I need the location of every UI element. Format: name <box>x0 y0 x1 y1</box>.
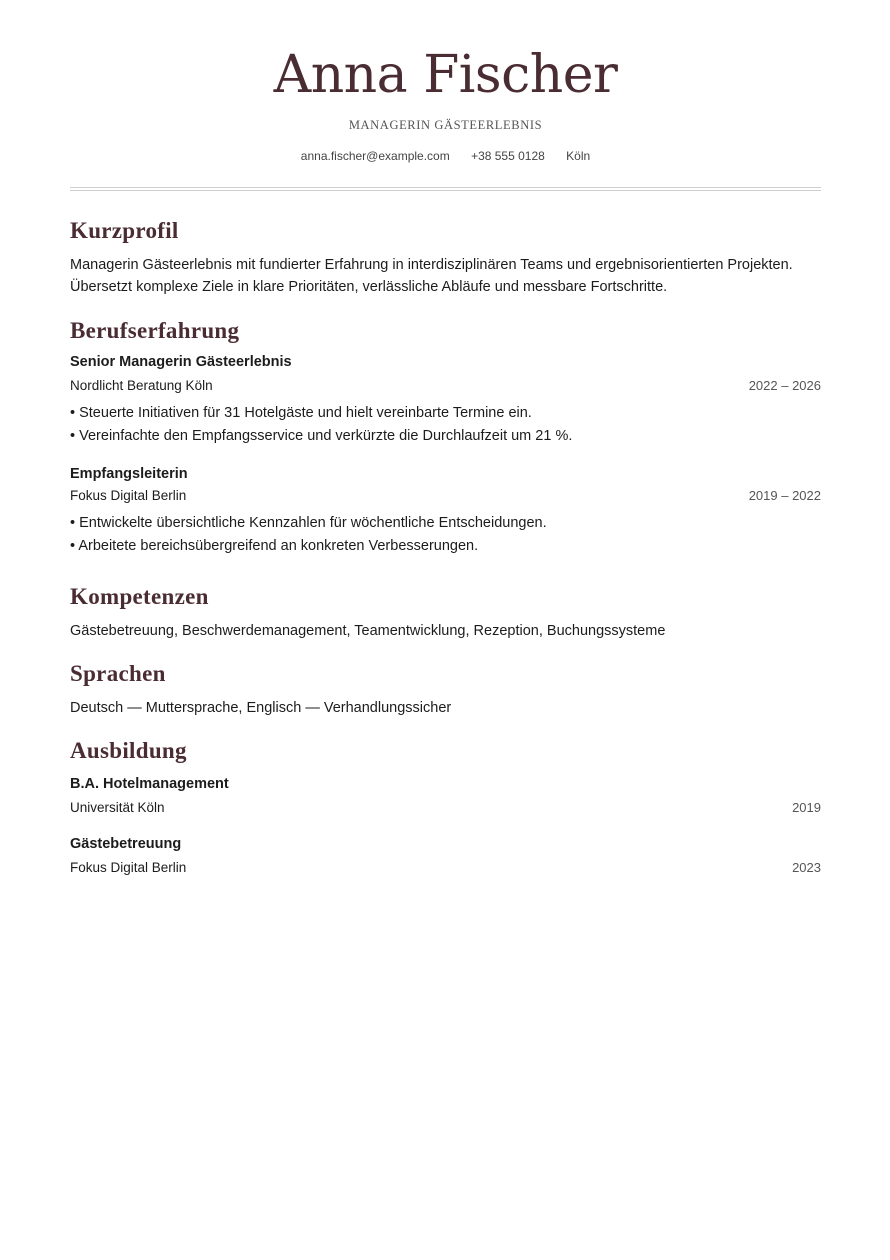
job-bullet: • Vereinfachte den Empfangsservice und verkürzte die Durchlaufzeit um 21 %. <box>70 425 821 448</box>
profile-section <box>70 218 821 298</box>
education-entry <box>70 834 821 878</box>
resume-page <box>70 0 821 875</box>
candidate-name: Anna Fischer <box>273 45 618 105</box>
job-bullet: • Arbeitete bereichsübergreifend an konkreten Verbesserungen. <box>70 535 821 558</box>
job-dates: 2022 – 2026 <box>748 378 821 393</box>
job-entry <box>70 352 821 448</box>
education-section <box>70 738 821 878</box>
experience-section <box>70 318 821 558</box>
languages-section <box>70 661 821 719</box>
job-org: Fokus Digital Berlin <box>70 488 187 503</box>
job-bullet: • Steuerte Initiativen für 31 Hotelgäste und hielt vereinbarte Termine ein. <box>70 402 821 425</box>
candidate-title: MANAGERIN GÄSTEERLEBNIS <box>348 118 543 132</box>
job-bullets <box>70 512 821 558</box>
degree-title: Gästebetreuung <box>70 836 182 852</box>
job-dates: 2019 – 2022 <box>748 488 821 503</box>
job-bullets <box>70 402 821 448</box>
experience-heading: Berufserfahrung <box>70 318 240 343</box>
skills-heading: Kompetenzen <box>70 584 209 609</box>
institution: Universität Köln <box>70 800 165 815</box>
skills-text: Gästebetreuung, Beschwerdemanagement, Teamentwicklung, Rezeption, Buchungssysteme <box>70 623 666 639</box>
contact-line <box>70 149 821 163</box>
contact-phone[interactable]: +38 555 0128 <box>471 149 545 163</box>
job-entry <box>70 464 821 558</box>
languages-text: Deutsch — Muttersprache, Englisch — Verhandlungssicher <box>70 700 452 716</box>
education-year: 2023 <box>792 860 821 875</box>
job-title: Senior Managerin Gästeerlebnis <box>70 354 292 370</box>
languages-heading: Sprachen <box>70 661 166 686</box>
degree-title: B.A. Hotelmanagement <box>70 776 229 792</box>
institution: Fokus Digital Berlin <box>70 860 187 875</box>
education-heading: Ausbildung <box>70 738 187 763</box>
header-divider <box>70 187 821 191</box>
education-year: 2019 <box>792 800 821 815</box>
profile-heading: Kurzprofil <box>70 218 179 243</box>
skills-section <box>70 584 821 642</box>
job-org: Nordlicht Beratung Köln <box>70 378 213 393</box>
profile-text: Managerin Gästeerlebnis mit fundierter Erfahrung in interdisziplinären Teams und ergebnisorientierten Projekten. Übersetzt komplexe Ziele in klare Prioritäten, verlässliche Abläufe und messbare Fortschritte. <box>70 257 793 295</box>
job-bullet: • Entwickelte übersichtliche Kennzahlen für wöchentliche Entscheidungen. <box>70 512 821 535</box>
contact-email[interactable]: anna.fischer@example.com <box>300 149 450 163</box>
job-title: Empfangsleiterin <box>70 466 188 482</box>
contact-city: Köln <box>566 149 591 163</box>
education-entry <box>70 774 821 818</box>
resume-header <box>70 0 821 191</box>
